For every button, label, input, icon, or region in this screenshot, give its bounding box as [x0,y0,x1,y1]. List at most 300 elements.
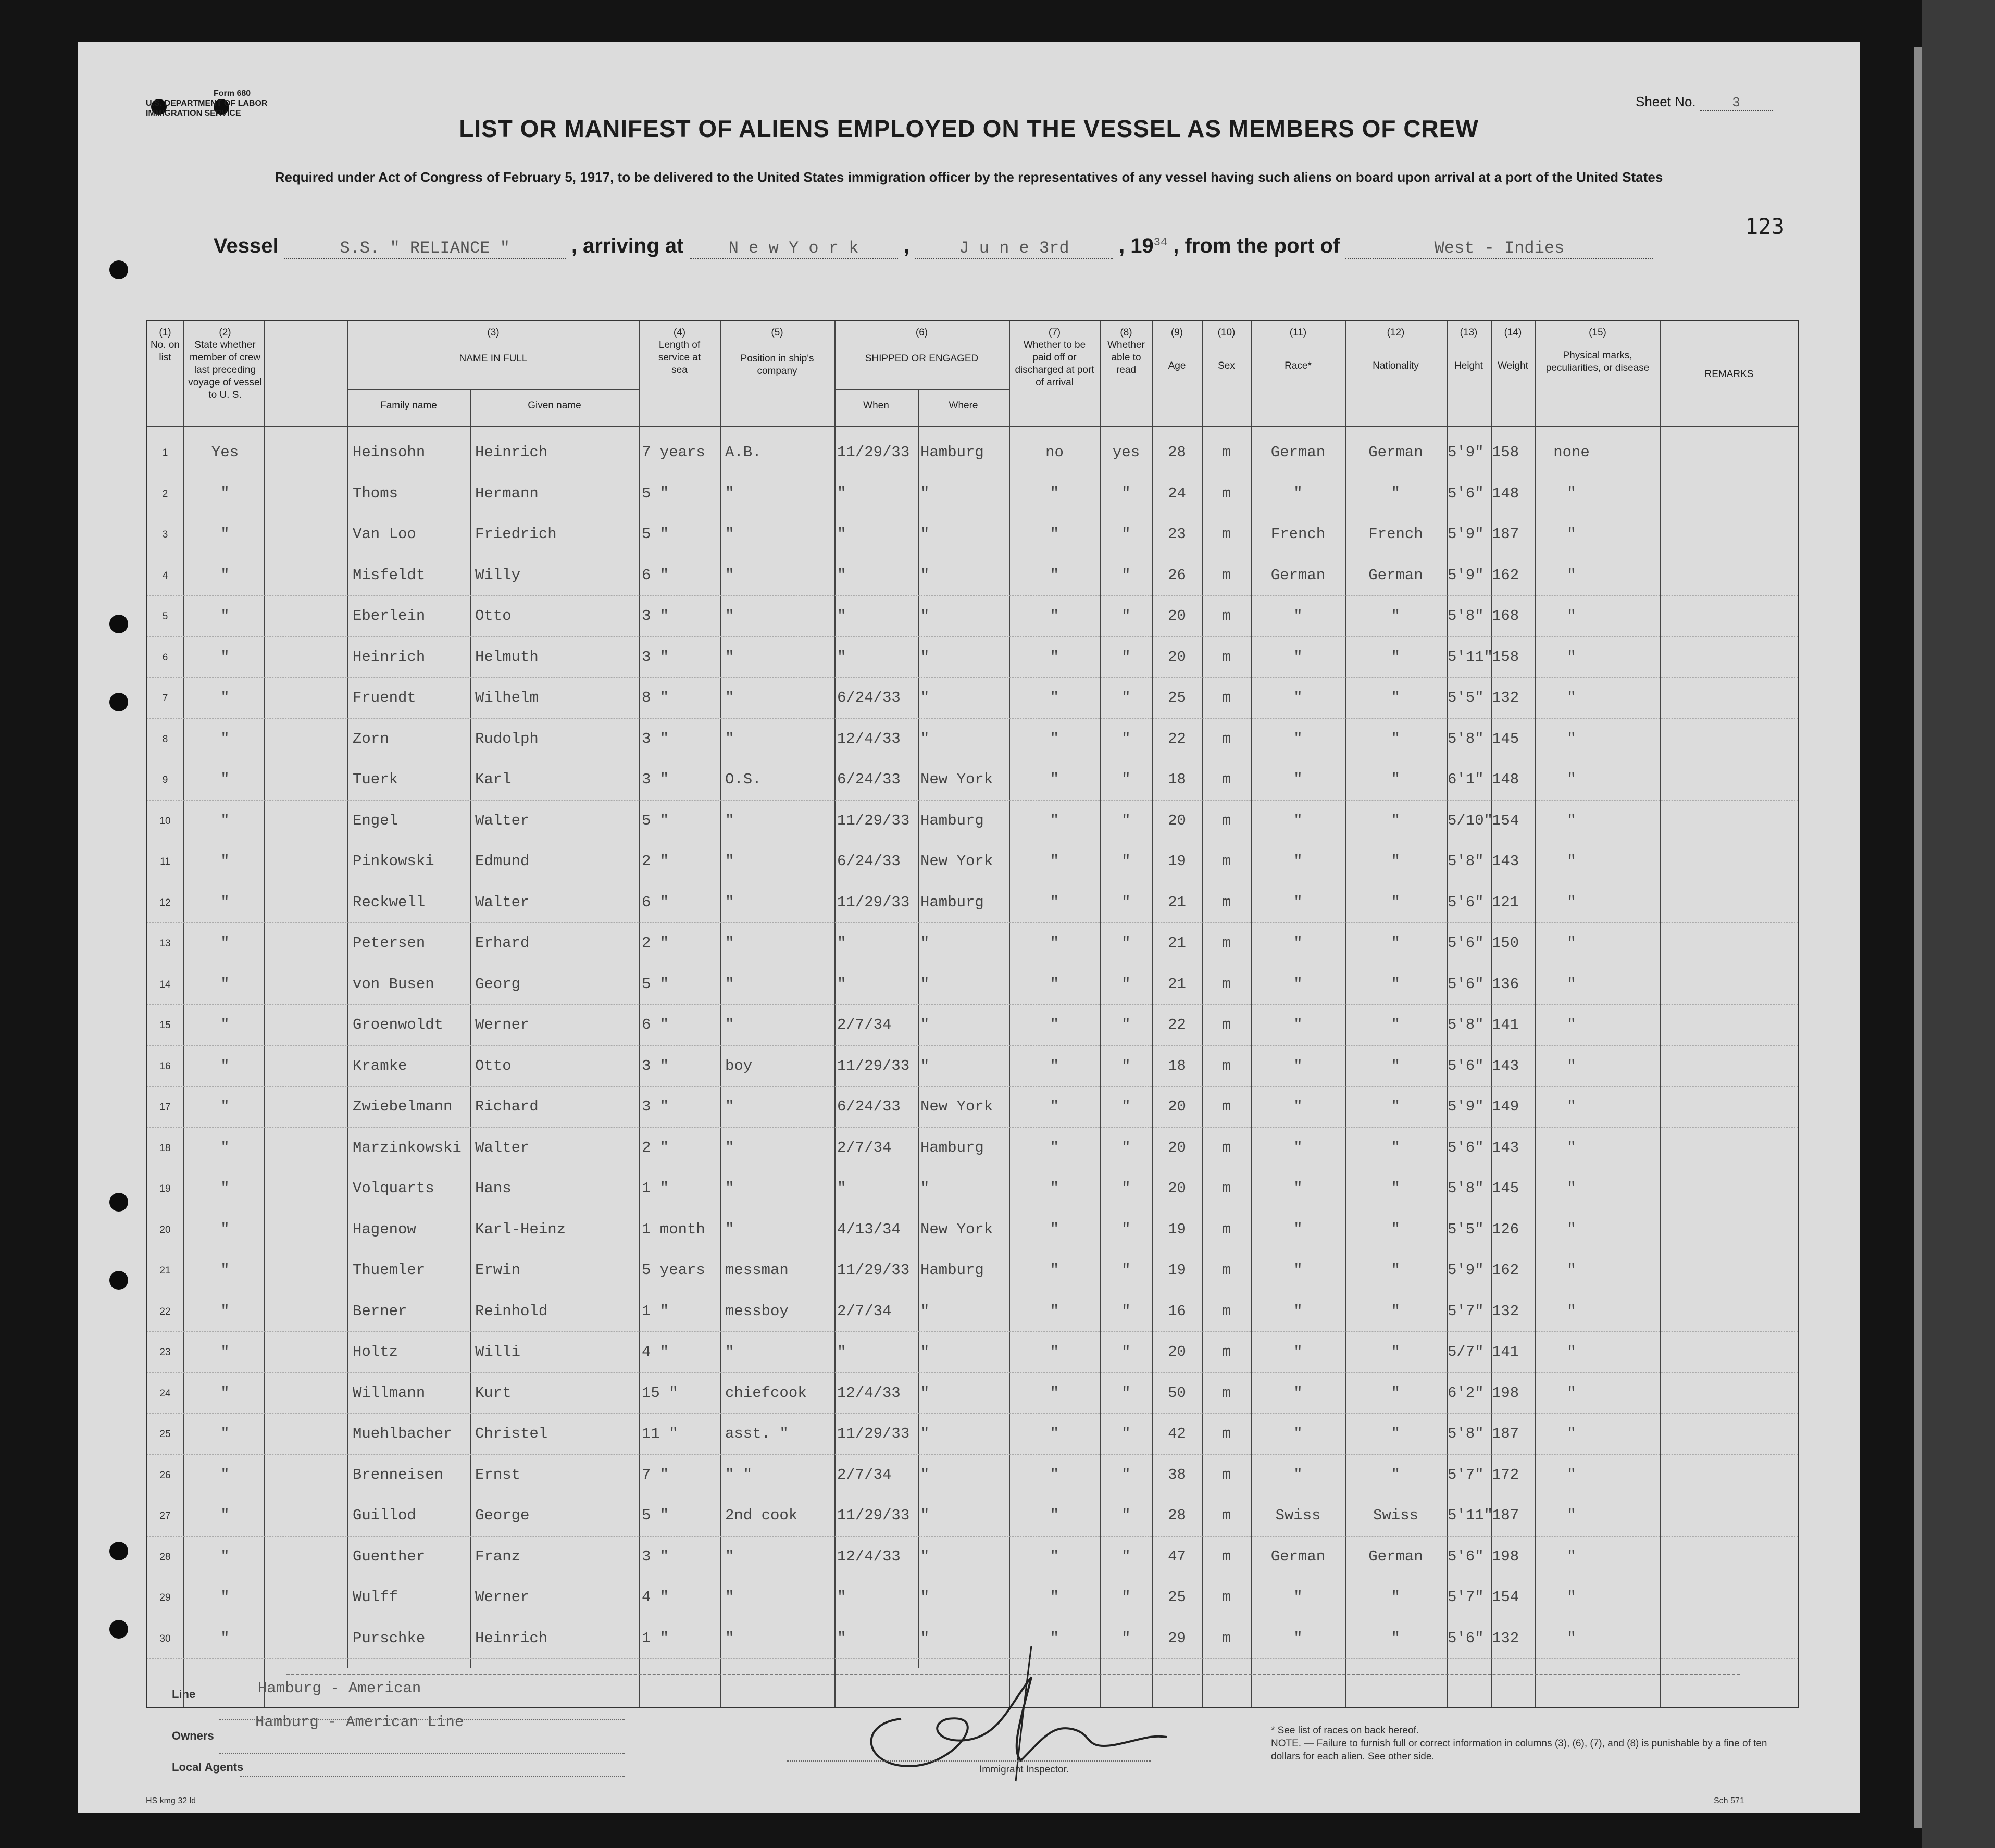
cell-sex: m [1221,444,1231,461]
cell-given: Heinrich [475,1629,548,1647]
cell-prev: " [220,730,230,747]
row-rule [147,1331,1798,1332]
col-4-header: (4) Length of service at sea [658,327,701,376]
cell-marks: " [1567,1629,1576,1647]
cell-height: 5'7" [1448,1302,1484,1320]
cell-nationality: " [1391,1016,1401,1033]
cell-marks: " [1567,1589,1576,1606]
cell-read: " [1121,893,1131,911]
row-rule [147,1086,1798,1087]
cell-position: " [725,607,734,625]
cell-where: " [920,526,930,543]
cell-where: " [920,1547,930,1565]
cell-age: 16 [1168,1302,1186,1320]
cell-where: " [920,1425,930,1442]
cell-read: " [1121,730,1131,747]
cell-sex: m [1221,1547,1231,1565]
cell-family: Wulff [353,1589,398,1606]
cell-where: New York [920,771,993,788]
cell-prev: " [220,1302,230,1320]
cell-prev: " [220,1343,230,1360]
cell-position: asst. " [725,1425,789,1442]
cell-family: Purschke [353,1629,426,1647]
cell-paid: " [1050,1016,1059,1033]
cell-age: 20 [1168,811,1186,829]
cell-nationality: " [1391,1302,1401,1320]
cell-height: 5'6" [1448,893,1484,911]
cell-where: " [920,1466,930,1483]
cell-family: Tuerk [353,771,398,788]
inspector-label: Immigrant Inspector. [979,1764,1069,1775]
cell-given: Rudolph [475,730,539,747]
cell-read: " [1121,1139,1131,1156]
cell-sex: m [1221,1425,1231,1442]
cell-weight: 198 [1492,1384,1519,1402]
cell-sex: m [1221,934,1231,952]
cell-weight: 187 [1492,1507,1519,1524]
cell-service: 3 " [642,1547,669,1565]
cell-nationality: " [1391,1466,1401,1483]
cell-family: Fruendt [353,689,416,706]
binder-hole [109,260,128,279]
cell-age: 28 [1168,444,1186,461]
cell-height: 5'11" [1448,1507,1493,1524]
cell-weight: 126 [1492,1220,1519,1238]
cell-sex: m [1221,771,1231,788]
cell-race: " [1293,1343,1303,1360]
cell-weight: 132 [1492,689,1519,706]
cell-prev: " [220,1180,230,1197]
cell-nationality: " [1391,730,1401,747]
cell-race: French [1270,526,1326,543]
row-number: 29 [159,1592,171,1603]
cell-given: Willi [475,1343,521,1360]
row-number: 12 [159,897,171,908]
from-port: West - Indies [1345,239,1653,259]
cell-height: 5'6" [1448,1139,1484,1156]
cell-position: " [725,566,734,584]
where-header: Where [949,400,978,411]
cell-family: Thuemler [353,1262,426,1279]
col-8-header: (8) Whether able to read [1107,327,1145,376]
cell-sex: m [1221,1507,1231,1524]
cell-given: Walter [475,1139,530,1156]
cell-family: Reckwell [353,893,426,911]
cell-prev: " [220,1098,230,1115]
cell-nationality: " [1391,1262,1401,1279]
cell-race: " [1293,1466,1303,1483]
cell-prev: " [220,1507,230,1524]
cell-position: " [725,526,734,543]
cell-sex: m [1221,1139,1231,1156]
cell-where: " [920,1180,930,1197]
cell-position: " [725,811,734,829]
cell-given: Hermann [475,484,539,502]
cell-sex: m [1221,648,1231,666]
cell-family: Brenneisen [353,1466,444,1483]
cell-where: " [920,1384,930,1402]
row-rule [147,1127,1798,1128]
cell-given: Kurt [475,1384,512,1402]
cell-paid: " [1050,1098,1059,1115]
cell-weight: 187 [1492,1425,1519,1442]
cell-position: " [725,1220,734,1238]
cell-race: " [1293,975,1303,993]
row-rule [147,1536,1798,1537]
cell-age: 29 [1168,1629,1186,1647]
cell-prev: " [220,484,230,502]
row-rule [147,1454,1798,1455]
cell-height: 5'8" [1448,1180,1484,1197]
row-number: 2 [162,488,168,500]
cell-given: Willy [475,566,521,584]
cell-family: Van Loo [353,526,416,543]
cell-nationality: " [1391,1629,1401,1647]
cell-prev: " [220,771,230,788]
cell-family: Berner [353,1302,407,1320]
cell-nationality: Swiss [1373,1507,1418,1524]
cell-age: 25 [1168,689,1186,706]
cell-family: Eberlein [353,607,426,625]
cell-service: 15 " [642,1384,678,1402]
binder-hole [109,615,128,633]
sheet-number-value: 3 [1700,95,1773,111]
cell-given: Walter [475,811,530,829]
cell-service: 5 years [642,1262,705,1279]
cell-paid: " [1050,1384,1059,1402]
cell-given: Helmuth [475,648,539,666]
cell-race: German [1270,566,1326,584]
cell-read: yes [1112,444,1140,461]
col-9-header: (9) Age [1168,327,1186,371]
cell-weight: 143 [1492,1139,1519,1156]
cell-age: 38 [1168,1466,1186,1483]
vessel-name: S.S. " RELIANCE " [284,239,566,259]
cell-nationality: " [1391,1589,1401,1606]
cell-age: 21 [1168,975,1186,993]
cell-weight: 162 [1492,566,1519,584]
cell-read: " [1121,1180,1131,1197]
cell-prev: " [220,975,230,993]
cell-paid: " [1050,1629,1059,1647]
cell-height: 5'8" [1448,607,1484,625]
cell-race: German [1270,1547,1326,1565]
cell-paid: " [1050,526,1059,543]
cell-weight: 198 [1492,1547,1519,1565]
col-10-header: (10) Sex [1217,327,1236,371]
cell-nationality: " [1391,607,1401,625]
page-edge-light [1914,47,1922,1828]
cell-weight: 158 [1492,648,1519,666]
cell-prev: " [220,1384,230,1402]
cell-read: " [1121,648,1131,666]
cell-given: Franz [475,1547,521,1565]
local-agents-label: Local Agents [172,1760,244,1774]
cell-marks: " [1567,484,1576,502]
cell-nationality: " [1391,811,1401,829]
row-number: 11 [160,856,170,867]
col-1-header: (1) No. on list [151,327,180,363]
cell-sex: m [1221,1384,1231,1402]
cell-position: " [725,853,734,870]
cell-race: " [1293,853,1303,870]
col-2-header: (2) State whether member of crew last preceding voyage of vessel to U. S. [188,327,262,401]
cell-age: 21 [1168,893,1186,911]
cell-where: " [920,484,930,502]
cell-marks: " [1567,1507,1576,1524]
cell-marks: " [1567,566,1576,584]
cell-when: " [837,1180,846,1197]
cell-when: " [837,566,846,584]
cell-family: Thoms [353,484,398,502]
cell-prev: " [220,1466,230,1483]
cell-where: " [920,566,930,584]
cell-height: 5'8" [1448,730,1484,747]
cell-given: Edmund [475,853,530,870]
page-edge-dark [1922,0,1995,1848]
cell-height: 5'6" [1448,975,1484,993]
cell-given: Erwin [475,1262,521,1279]
cell-when: " [837,648,846,666]
cell-position: " [725,1139,734,1156]
cell-race: " [1293,811,1303,829]
cell-where: " [920,1016,930,1033]
cell-position: O.S. [725,771,762,788]
row-number: 15 [159,1020,171,1031]
cell-weight: 121 [1492,893,1519,911]
cell-weight: 141 [1492,1016,1519,1033]
cell-read: " [1121,975,1131,993]
arriving-port: N e w Y o r k [690,239,898,259]
cell-age: 26 [1168,566,1186,584]
cell-height: 6'1" [1448,771,1484,788]
cell-service: 4 " [642,1343,669,1360]
vessel-label: Vessel [214,234,279,257]
cell-service: 6 " [642,893,669,911]
cell-position: " [725,1547,734,1565]
cell-age: 25 [1168,1589,1186,1606]
cell-read: " [1121,1098,1131,1115]
row-rule [147,677,1798,678]
cell-family: Heinrich [353,648,426,666]
row-rule [147,922,1798,923]
cell-when: 11/29/33 [837,811,910,829]
cell-given: Richard [475,1098,539,1115]
cell-position: " [725,1180,734,1197]
cell-sex: m [1221,853,1231,870]
cell-read: " [1121,1384,1131,1402]
cell-weight: 136 [1492,975,1519,993]
cell-position: boy [725,1057,753,1075]
cell-service: 1 " [642,1629,669,1647]
cell-service: 11 " [642,1425,678,1442]
from-port-label: , from the port of [1173,234,1340,257]
row-number: 5 [162,611,168,622]
cell-where: Hamburg [920,893,984,911]
cell-age: 19 [1168,1262,1186,1279]
cell-read: " [1121,1262,1131,1279]
binder-hole [109,1542,128,1560]
cell-height: 5'9" [1448,566,1484,584]
cell-when: 11/29/33 [837,1425,910,1442]
legal-note: NOTE. — Failure to furnish full or correct information in columns (3), (6), (7), and (8) is punishable by a fine of ten dollars for each alien. See other side. [1271,1738,1767,1762]
cell-height: 5'6" [1448,934,1484,952]
cell-read: " [1121,1547,1131,1565]
row-rule [147,718,1798,719]
cell-when: 12/4/33 [837,1547,901,1565]
row-number: 30 [159,1633,171,1644]
cell-sex: m [1221,893,1231,911]
cell-weight: 172 [1492,1466,1519,1483]
cell-marks: " [1567,1466,1576,1483]
cell-prev: " [220,893,230,911]
cell-where: " [920,730,930,747]
cell-prev: " [220,1262,230,1279]
cell-paid: " [1050,1180,1059,1197]
cell-service: 7 " [642,1466,669,1483]
cell-given: Wilhelm [475,689,539,706]
cell-position: " [725,1589,734,1606]
cell-position: chiefcook [725,1384,807,1402]
cell-paid: " [1050,1507,1059,1524]
cell-family: Groenwoldt [353,1016,444,1033]
cell-family: Volquarts [353,1180,434,1197]
cell-age: 23 [1168,526,1186,543]
cell-race: " [1293,1629,1303,1647]
cell-nationality: German [1368,566,1423,584]
cell-race: Swiss [1275,1507,1321,1524]
department-name: U.S. DEPARTMENT OF LABOR [146,99,268,108]
cell-service: 5 " [642,975,669,993]
cell-service: 3 " [642,1098,669,1115]
cell-where: " [920,1629,930,1647]
cell-family: Kramke [353,1057,407,1075]
owners-label: Owners [172,1729,214,1742]
cell-sex: m [1221,526,1231,543]
cell-sex: m [1221,811,1231,829]
cell-marks: " [1567,1057,1576,1075]
cell-prev: " [220,689,230,706]
cell-marks: " [1567,811,1576,829]
cell-when: 4/13/34 [837,1220,901,1238]
cell-service: 7 years [642,444,705,461]
cell-position: messman [725,1262,789,1279]
cell-when: " [837,1589,846,1606]
cell-service: 5 " [642,1507,669,1524]
arriving-label: , arriving at [571,234,684,257]
cell-given: Karl-Heinz [475,1220,566,1238]
cell-given: Ernst [475,1466,521,1483]
cell-marks: " [1567,1302,1576,1320]
cell-given: Erhard [475,934,530,952]
cell-height: 5'9" [1448,1098,1484,1115]
cell-where: " [920,607,930,625]
cell-weight: 150 [1492,934,1519,952]
cell-given: Friedrich [475,526,557,543]
cell-given: Werner [475,1589,530,1606]
cell-height: 5'6" [1448,1057,1484,1075]
family-name-header: Family name [380,400,437,411]
cell-age: 19 [1168,853,1186,870]
cell-position: " [725,1629,734,1647]
cell-sex: m [1221,689,1231,706]
cell-given: Georg [475,975,521,993]
col-15-header: (15) Physical marks, peculiarities, or disease [1545,327,1650,373]
cell-family: Hagenow [353,1220,416,1238]
cell-marks: " [1567,607,1576,625]
cell-weight: 162 [1492,1262,1519,1279]
cell-nationality: " [1391,689,1401,706]
cell-age: 20 [1168,648,1186,666]
cell-where: " [920,1302,930,1320]
cell-nationality: " [1391,853,1401,870]
print-code: HS kmg 32 ld [146,1796,196,1805]
cell-where: New York [920,1220,993,1238]
cell-nationality: " [1391,1139,1401,1156]
cell-age: 50 [1168,1384,1186,1402]
cell-where: Hamburg [920,1262,984,1279]
col-7-header: (7) Whether to be paid off or discharged at port of arrival [1015,327,1094,388]
cell-sex: m [1221,1220,1231,1238]
cell-service: 4 " [642,1589,669,1606]
row-number: 21 [159,1265,171,1276]
arrival-date: J u n e 3rd [915,239,1113,259]
cell-service: 5 " [642,484,669,502]
cell-race: " [1293,771,1303,788]
row-number: 4 [162,570,168,581]
cell-prev: " [220,934,230,952]
cell-sex: m [1221,1016,1231,1033]
cell-where: " [920,1507,930,1524]
year-prefix: , 19 [1119,234,1154,257]
cell-when: 6/24/33 [837,1098,901,1115]
cell-weight: 149 [1492,1098,1519,1115]
cell-given: Christel [475,1425,548,1442]
cell-family: Zorn [353,730,389,747]
cell-where: " [920,934,930,952]
row-number: 6 [162,652,168,663]
cell-position: " [725,893,734,911]
cell-race: " [1293,1384,1303,1402]
binder-hole [109,693,128,711]
cell-position: " [725,484,734,502]
cell-prev: " [220,1629,230,1647]
cell-paid: " [1050,893,1059,911]
cell-marks: " [1567,853,1576,870]
cell-read: " [1121,1302,1131,1320]
cell-marks: " [1567,1425,1576,1442]
cell-when: " [837,975,846,993]
cell-marks: " [1567,1016,1576,1033]
cell-race: " [1293,648,1303,666]
cell-height: 5'6" [1448,1629,1484,1647]
cell-age: 20 [1168,1098,1186,1115]
cell-service: 1 " [642,1302,669,1320]
cell-given: Otto [475,607,512,625]
cell-prev: " [220,1057,230,1075]
cell-height: 5'8" [1448,853,1484,870]
cell-race: " [1293,484,1303,502]
row-number: 20 [159,1224,171,1235]
row-number: 14 [159,979,171,990]
cell-position: " [725,1016,734,1033]
cell-height: 5/10" [1448,811,1493,829]
row-number: 16 [159,1060,171,1072]
cell-read: " [1121,1016,1131,1033]
cell-given: Heinrich [475,444,548,461]
cell-where: " [920,648,930,666]
cell-age: 21 [1168,934,1186,952]
